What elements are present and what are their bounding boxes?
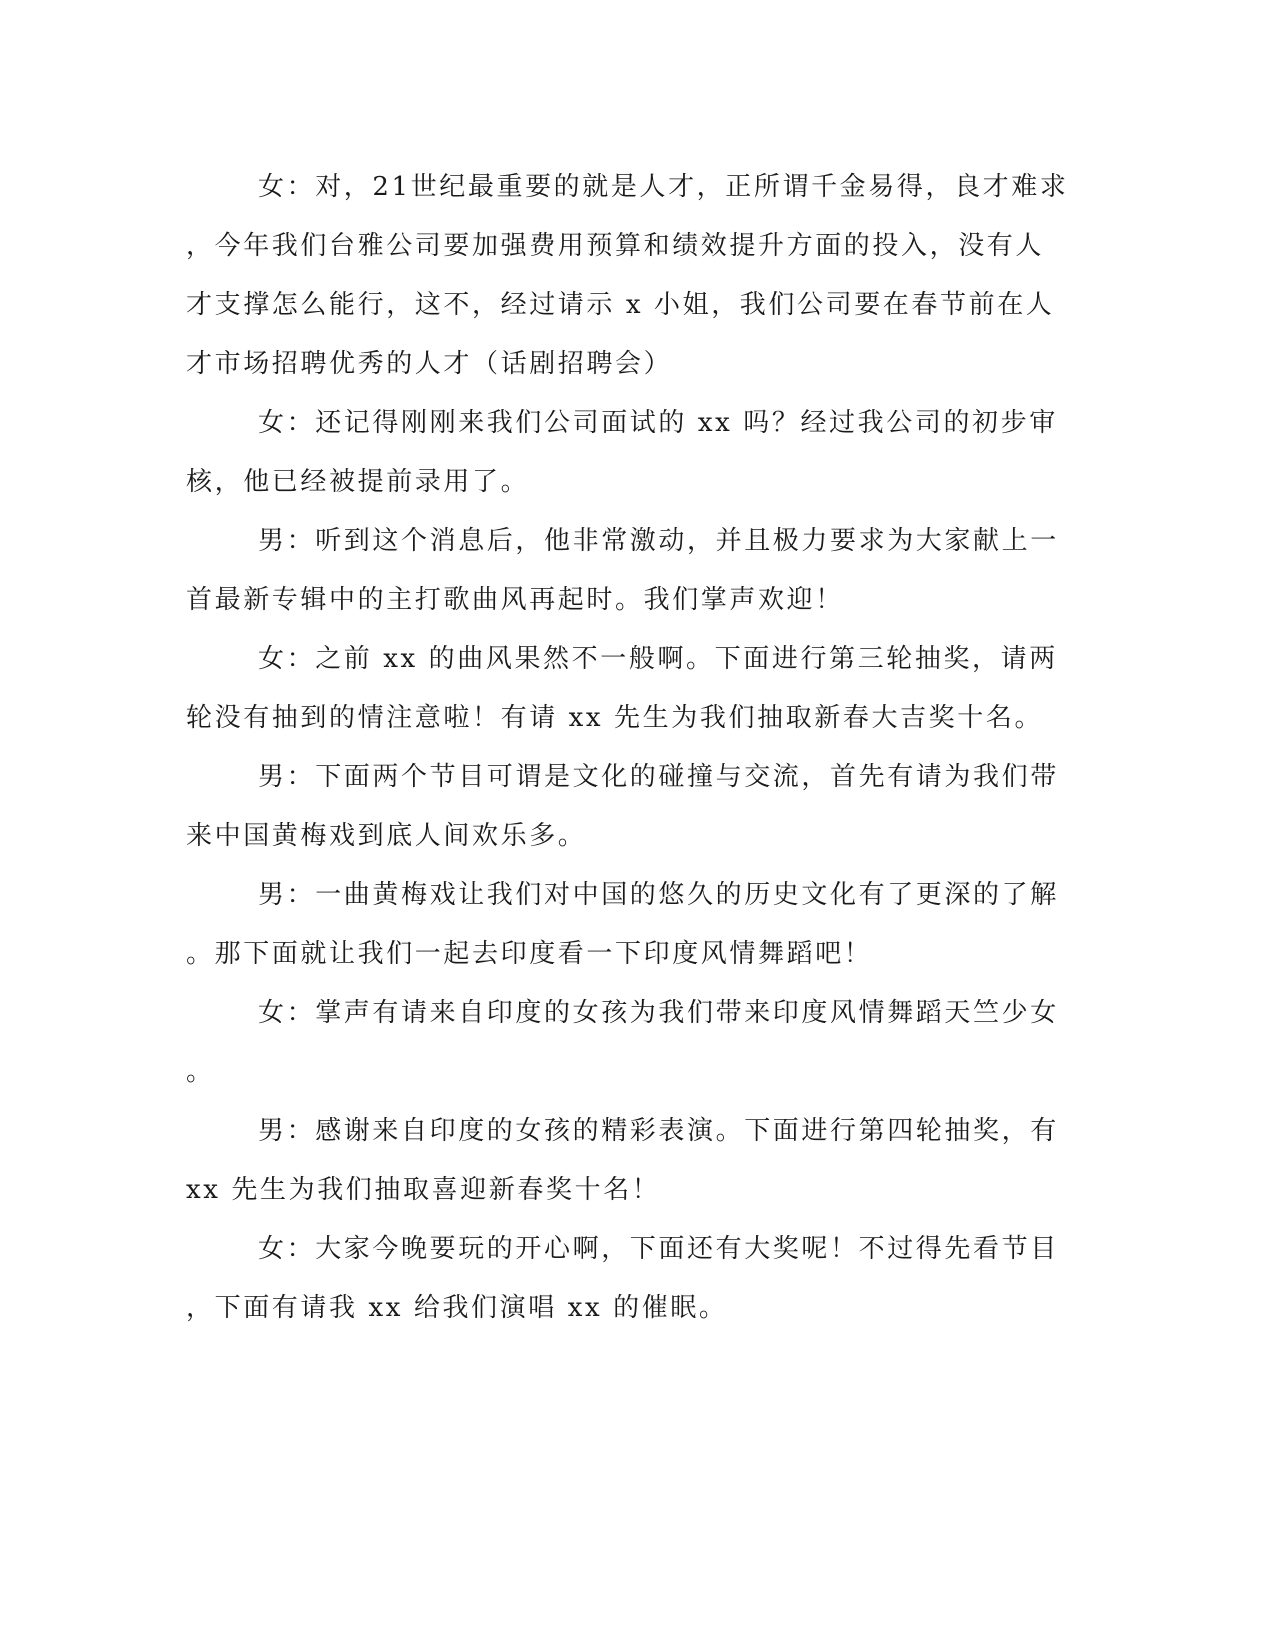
paragraph-line: 才支撑怎么能行，这不，经过请示 x 小姐，我们公司要在春节前在人	[186, 290, 1055, 320]
paragraph-line: ，今年我们台雅公司要加强费用预算和绩效提升方面的投入，没有人	[186, 231, 1045, 261]
paragraph-1	[186, 158, 1069, 394]
paragraph-line: 男：一曲黄梅戏让我们对中国的悠久的历史文化有了更深的了解	[258, 880, 1059, 910]
document-body	[186, 158, 1069, 1338]
paragraph-line: 女：还记得刚刚来我们公司面试的 xx 吗？经过我公司的初步审	[258, 408, 1058, 438]
paragraph-6	[186, 866, 1066, 984]
paragraph-line: 男：下面两个节目可谓是文化的碰撞与交流，首先有请为我们带	[258, 762, 1059, 792]
paragraph-line: 男：感谢来自印度的女孩的精彩表演。下面进行第四轮抽奖，有	[258, 1116, 1059, 1146]
paragraph-line: 男：听到这个消息后，他非常激动，并且极力要求为大家献上一	[258, 526, 1059, 556]
paragraph-3	[186, 512, 1066, 630]
paragraph-5	[186, 748, 1066, 866]
paragraph-line: 女：之前 xx 的曲风果然不一般啊。下面进行第三轮抽奖，请两	[258, 644, 1058, 674]
paragraph-line: 女：大家今晚要玩的开心啊，下面还有大奖呢！不过得先看节目	[258, 1234, 1059, 1264]
paragraph-2	[186, 394, 1066, 512]
paragraph-line: 才市场招聘优秀的人才（话剧招聘会）	[186, 349, 673, 379]
paragraph-line: ，下面有请我 xx 给我们演唱 xx 的催眠。	[186, 1293, 728, 1323]
paragraph-line: xx 先生为我们抽取喜迎新春奖十名！	[186, 1175, 661, 1205]
paragraph-9	[186, 1220, 1066, 1338]
paragraph-line: 核，他已经被提前录用了。	[186, 467, 530, 497]
paragraph-4	[186, 630, 1066, 748]
paragraph-line: 。那下面就让我们一起去印度看一下印度风情舞蹈吧！	[186, 939, 873, 969]
paragraph-line: 。	[186, 1057, 215, 1087]
paragraph-line: 首最新专辑中的主打歌曲风再起时。我们掌声欢迎！	[186, 585, 844, 615]
paragraph-7	[186, 984, 1066, 1102]
paragraph-8	[186, 1102, 1066, 1220]
paragraph-line: 女：对，21世纪最重要的就是人才，正所谓千金易得，良才难求	[258, 172, 1069, 202]
paragraph-line: 轮没有抽到的情注意啦！有请 xx 先生为我们抽取新春大吉奖十名。	[186, 703, 1044, 733]
paragraph-line: 来中国黄梅戏到底人间欢乐多。	[186, 821, 587, 851]
paragraph-line: 女：掌声有请来自印度的女孩为我们带来印度风情舞蹈天竺少女	[258, 998, 1059, 1028]
